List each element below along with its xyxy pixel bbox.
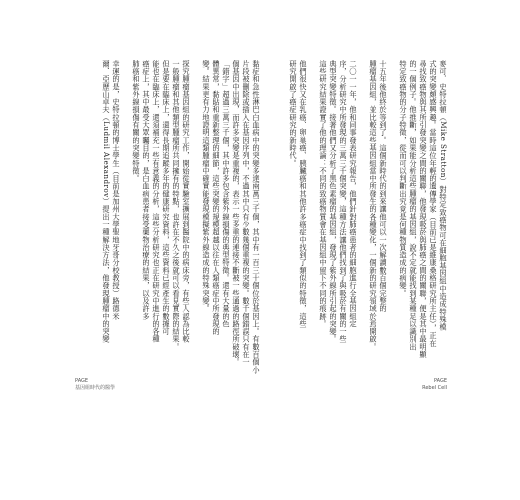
text-column: 肺癌和紫外線損傷有關的突變特徵。 [132,60,141,183]
text-column: 但是要在臨床上，還得長期追蹤多年的健康研究資料，這些資料已經產生的數據可 [162,60,171,336]
text-column: 麥可．史特拉頓（Mike Stratton）對特定致癌物可在細胞基因組中造成特殊模 [439,60,448,331]
text-column: 序，分析研究中所發現的三萬三千個突變，這種方法讓他們找到了與吸菸有關的一些 [339,60,348,344]
text-column: 十五年後他終於等到了。這個新時代的到來讓他可以一次解讀數百個完整的 [379,60,388,313]
text-column: 幸運的是，史特拉頓的博士學生（目前是加州大學聖地牙哥分校教授）路德米 [112,60,121,321]
text-column: 探究腫瘤基因組的研究工作，開始從實驗室擴展到醫院中的病床旁，有些人認為比較 [182,60,191,344]
text-column: 一般腫瘤和其他類型腫瘤所共同擁有的特點，也許在不久之後就可以看見實際的結果。 [172,60,181,351]
text-column: 他們很快又在乳癌、卵巢癌、胰臟癌和其他許多癌症中找到了類似的特徵，這些 [299,60,308,328]
text-column: 這些研究結果證實了他的理論：不同的致癌物質會在基因組中留下不同的痕跡。 [319,60,328,328]
text-column: 個基因中出現，而許多突變是重複的，表示一些多重的連接不斷被一些通過的路徑所破壞。 [232,60,241,366]
text-column: 「錯字」超過三萬三千個，其中許多包含紫外線損傷的典型特徵。還有大量的色 [222,60,231,328]
text-column: 變。結果更有力地證明這類腫瘤中確實能發現模擬紫外線造成的特殊突變。 [202,60,211,313]
right-page-footer [422,378,447,391]
text-column: 的一個例子。他推斷，如果能分析這些腫瘤的基因組，說不定就能找到某種足以識別出 [409,60,418,351]
left-page-text [75,60,261,374]
text-column: 典型突變特徵。接著他們又分析了黑色素瘤的基因組，發現了紫外線所引起的突變。 [329,60,338,344]
right-page [262,60,447,440]
right-page-text [262,60,447,360]
text-column: 爾．亞歷山卓夫（Ludmil Alexandrov）提出一種解決方法，他發現腫瘤中的突變 [102,60,111,344]
text-column: 特定致癌物的分子特徵，從而可以判斷出究竟是何種物質造成的病變。 [399,60,408,298]
text-column: 式的突變頗感興趣。當時這位年輕的遺傳學家（目前已是維康桑格研究所主任），正在 [429,60,438,348]
page-number: PAGE [75,378,89,384]
running-title: 基因組時代的醫學 [75,384,116,391]
text-column: 體異常，黏貼和重新整理的細節，這些突變的規模超越以往在人類癌症中所發現的 [212,60,221,336]
running-title: Rebel Cell [422,384,447,391]
text-column: 黏症和急性淋巴白血病中的突變多達兩萬三千個，其中有一百三十個位於基因上。有數百個小 [252,60,261,374]
page-number: PAGE [433,378,447,384]
left-page [75,60,260,440]
text-column: 能也在臨床上，還須補充一些有意義的分析，這些分析研究也正在研究中進行的各種 [152,60,161,344]
text-column: 二〇一一年，他和同事發表研究報告，他們針對肺癌患者的細胞進行全基因組定 [349,60,358,328]
text-column: 研究開啟了癌症研究的新時代。 [289,60,298,168]
text-column: 腫瘤基因組，並比較這些基因組當中所發生的各種變化，一個新的研究領域於焉開啟。 [369,60,378,351]
text-column: 片段被刪除或插入在基因序列中，不過其中只有少數幾個重複的突變。數千個錯誤只有在一 [242,60,251,366]
text-column: 尋找致癌物與其所引發突變之間的關聯，他發現吸菸與肺癌之間的關聯，便是其中最明顯 [419,60,428,359]
left-page-footer [75,378,115,391]
text-column: 癌症上，其中最受大眾矚目的，是白血病患者接受藥物治療的結果，以及許多 [142,60,151,321]
